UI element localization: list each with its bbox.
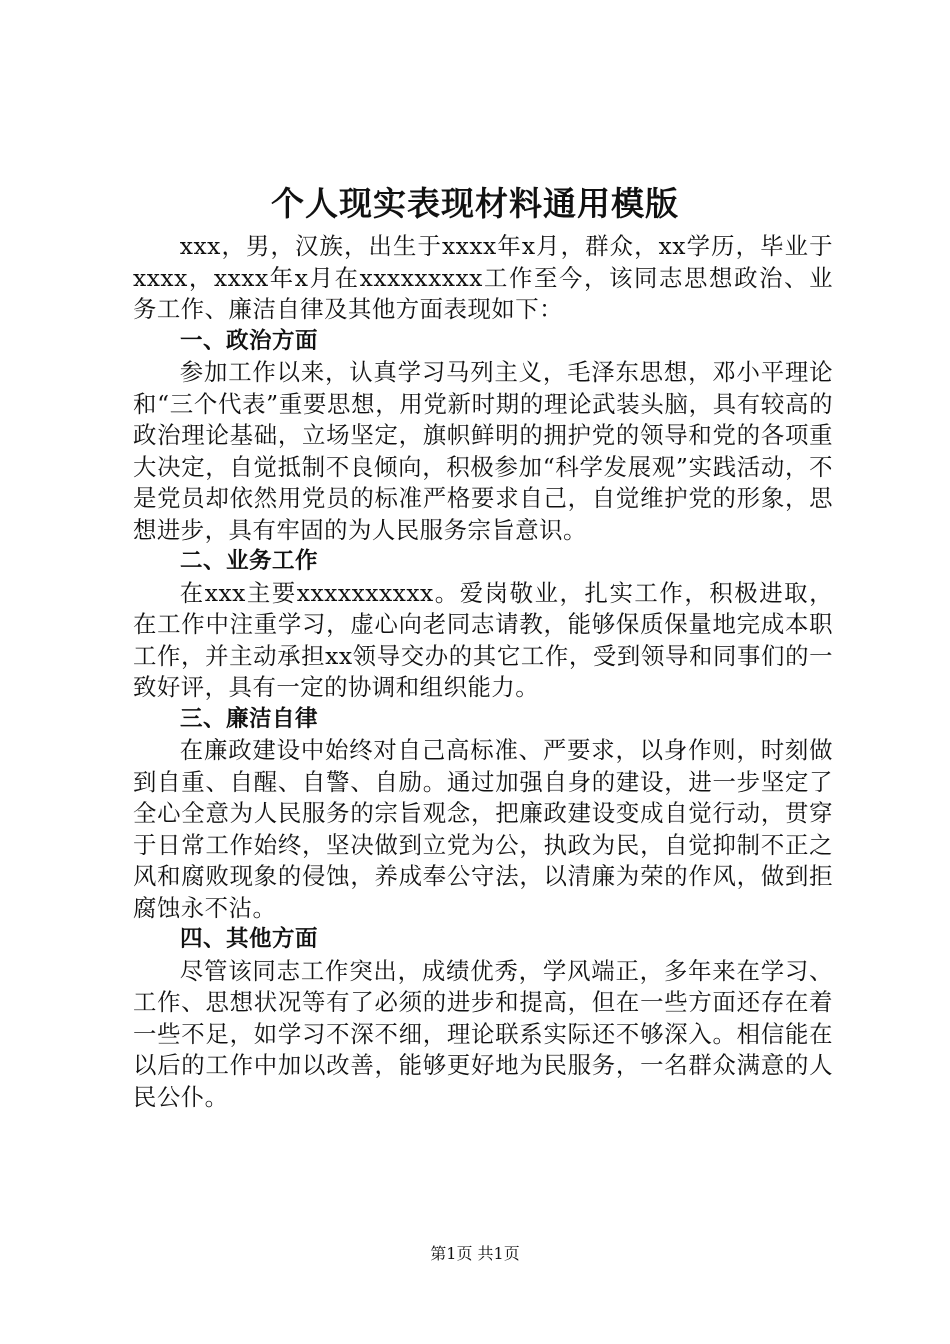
section-heading-work: 二、业务工作 xyxy=(180,548,319,574)
document-title: 个人现实表现材料通用模版 xyxy=(271,184,679,223)
section-heading-politics: 一、政治方面 xyxy=(180,327,319,354)
document-body xyxy=(133,231,833,1113)
section-text-politics: 参加工作以来，认真学习马列主义，毛泽东思想，邓小平理论和“三个代表”重要思想，用党新时期的理论武装头脑，具有较高的政治理论基础，立场坚定，旗帜鲜明的拥护党的领导和党的各项重大决定，自觉抵制不良倾向，积极参加“科学发展观”实践活动，不是党员却依然用党员的标准严格要求自己，自觉维护党的形象，思想进步，具有牢固的为人民服务宗旨意识。 xyxy=(133,358,833,544)
intro-paragraph: xxx，男，汉族，出生于xxxx年x月，群众，xx学历，毕业于xxxx，xxxx年x月在xxxxxxxxx工作至今，该同志思想政治、业务工作、廉洁自律及其他方面表现如下： xyxy=(133,232,833,323)
section-heading-integrity: 三、廉洁自律 xyxy=(180,705,319,732)
section-text-other: 尽管该同志工作突出，成绩优秀，学风端正，多年来在学习、工作、思想状况等有了必须的进步和提高，但在一些方面还存在着一些不足，如学习不深不细，理论联系实际还不够深入。相信能在以后的工作中加以改善，能够更好地为民服务，一名群众满意的人民公仆。 xyxy=(133,956,833,1111)
section-text-work: 在xxx主要xxxxxxxxxx。爱岗敬业，扎实工作，积极进取，在工作中注重学习，虚心向老同志请教，能够保质保量地完成本职工作，并主动承担xx领导交办的其它工作，受到领导和同事们的一致好评，具有一定的协调和组织能力。 xyxy=(133,578,833,701)
section-text-integrity: 在廉政建设中始终对自己高标准、严要求，以身作则，时刻做到自重、自醒、自警、自励。通过加强自身的建设，进一步坚定了全心全意为人民服务的宗旨观念，把廉政建设变成自觉行动，贯穿于日常工作始终，坚决做到立党为公，执政为民，自觉抑制不正之风和腐败现象的侵蚀，养成奉公守法，以清廉为荣的作风，做到拒腐蚀永不沾。 xyxy=(133,736,833,922)
page-footer: 第1页 共1页 xyxy=(430,1244,520,1263)
section-heading-other: 四、其他方面 xyxy=(180,926,319,952)
